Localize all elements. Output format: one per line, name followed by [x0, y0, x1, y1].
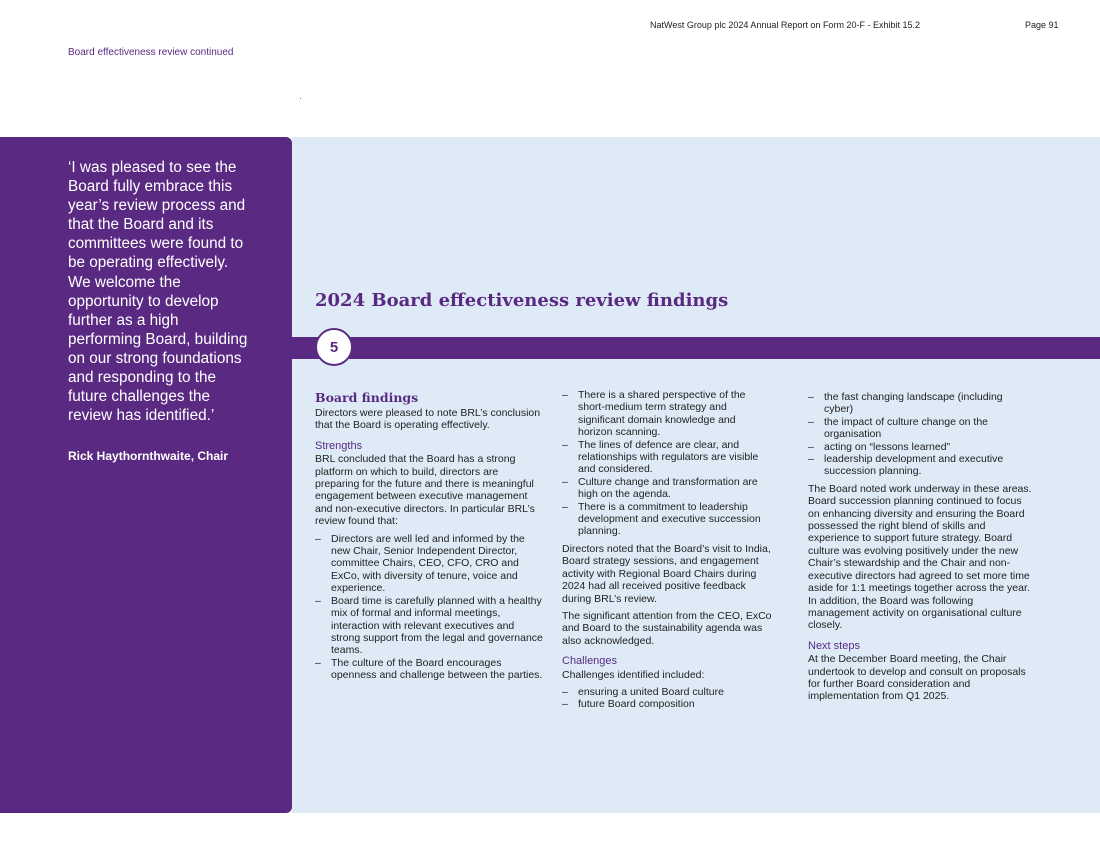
list-item: – the fast changing landscape (including cyber): [808, 391, 1033, 416]
next-steps-text: At the December Board meeting, the Chair undertook to develop and consult on proposals for further Board consideration and implementation from Q1 2025.: [808, 653, 1026, 703]
board-findings-heading: Board findings: [315, 390, 419, 405]
list-item: – future Board composition: [562, 698, 772, 710]
column-2: [562, 389, 772, 716]
section-title: 2024 Board effectiveness review findings: [315, 290, 729, 311]
board-visit-paragraph: Directors noted that the Board’s visit to India, Board strategy sessions, and engagement activity with Regional Board Chairs during 2024 had all received positive feedback during BRL’s review.: [562, 542, 771, 605]
sustainability-paragraph: The significant attention from the CEO, ExCo and Board to the sustainability agenda was also acknowledged.: [562, 609, 772, 647]
list-item: – The lines of defence are clear, and relationships with regulators are visible and considered.: [562, 439, 772, 476]
page-number: Page 91: [1025, 20, 1059, 30]
list-item: – Board time is carefully planned with a healthy mix of formal and informal meetings, interaction with relevant executives and strong support from the legal and governance teams.: [315, 595, 543, 657]
stray-dot: [300, 98, 301, 99]
step-number-badge: 5: [315, 328, 353, 366]
list-item: – There is a shared perspective of the short-medium term strategy and significant domain knowledge and horizon scanning.: [562, 389, 772, 439]
quote-author: Rick Haythornthwaite, Chair: [68, 449, 229, 463]
section-breadcrumb: Board effectiveness review continued: [68, 47, 234, 58]
board-findings-intro: Directors were pleased to note BRL’s conclusion that the Board is operating effectively.: [315, 407, 541, 432]
report-title: NatWest Group plc 2024 Annual Report on Form 20-F - Exhibit 15.2: [650, 20, 920, 30]
list-item: – leadership development and executive succession planning.: [808, 453, 1033, 478]
work-underway-paragraph: The Board noted work underway in these areas. Board succession planning continued to focus on enhancing diversity and ensuring the Board possessed the right blend of skills and experience to support future strategy. Board culture was evolving positively under the new Chair’s stewardship and the Chair and non-executive directors had agreed to set more time aside for 1:1 meetings together across the year. In addition, the Board was following management activity on organisational culture closely.: [808, 482, 1032, 632]
list-item: – acting on “lessons learned”: [808, 441, 1033, 453]
challenges-list-b: [808, 391, 1033, 478]
strengths-heading: Strengths: [315, 439, 363, 452]
next-steps-heading: Next steps: [808, 639, 860, 652]
purple-band: [292, 337, 1100, 359]
list-item: – the impact of culture change on the organisation: [808, 416, 1033, 441]
column-1: [315, 390, 543, 687]
list-item: – Directors are well led and informed by the new Chair, Senior Independent Director, committee Chairs, CEO, CFO, CRO and ExCo, with diversity of tenure, voice and experience.: [315, 533, 543, 595]
strengths-intro: BRL concluded that the Board has a strong platform on which to build, directors are preparing for the future and there is meaningful engagement between executive management and non-executive directors. In particular BRL’s review found that:: [315, 453, 535, 528]
list-item: – The culture of the Board encourages openness and challenge between the parties.: [315, 657, 543, 682]
chair-quote: ‘I was pleased to see the Board fully embrace this year’s review process and that the Board and its committees were found to be operating effectively. We welcome the opportunity to develop further as a high performing Board, building on our strong foundations and responding to the future challenges the review has identified.’: [68, 159, 248, 425]
list-item: – ensuring a united Board culture: [562, 686, 772, 698]
strengths-list-b: [562, 389, 772, 538]
challenges-heading: Challenges: [562, 655, 618, 668]
list-item: – There is a commitment to leadership development and executive succession planning.: [562, 501, 772, 538]
challenges-intro: Challenges identified included:: [562, 668, 705, 681]
list-item: – Culture change and transformation are high on the agenda.: [562, 476, 772, 501]
strengths-list-a: [315, 533, 543, 682]
column-3: [808, 391, 1033, 708]
challenges-list-a: [562, 686, 772, 711]
